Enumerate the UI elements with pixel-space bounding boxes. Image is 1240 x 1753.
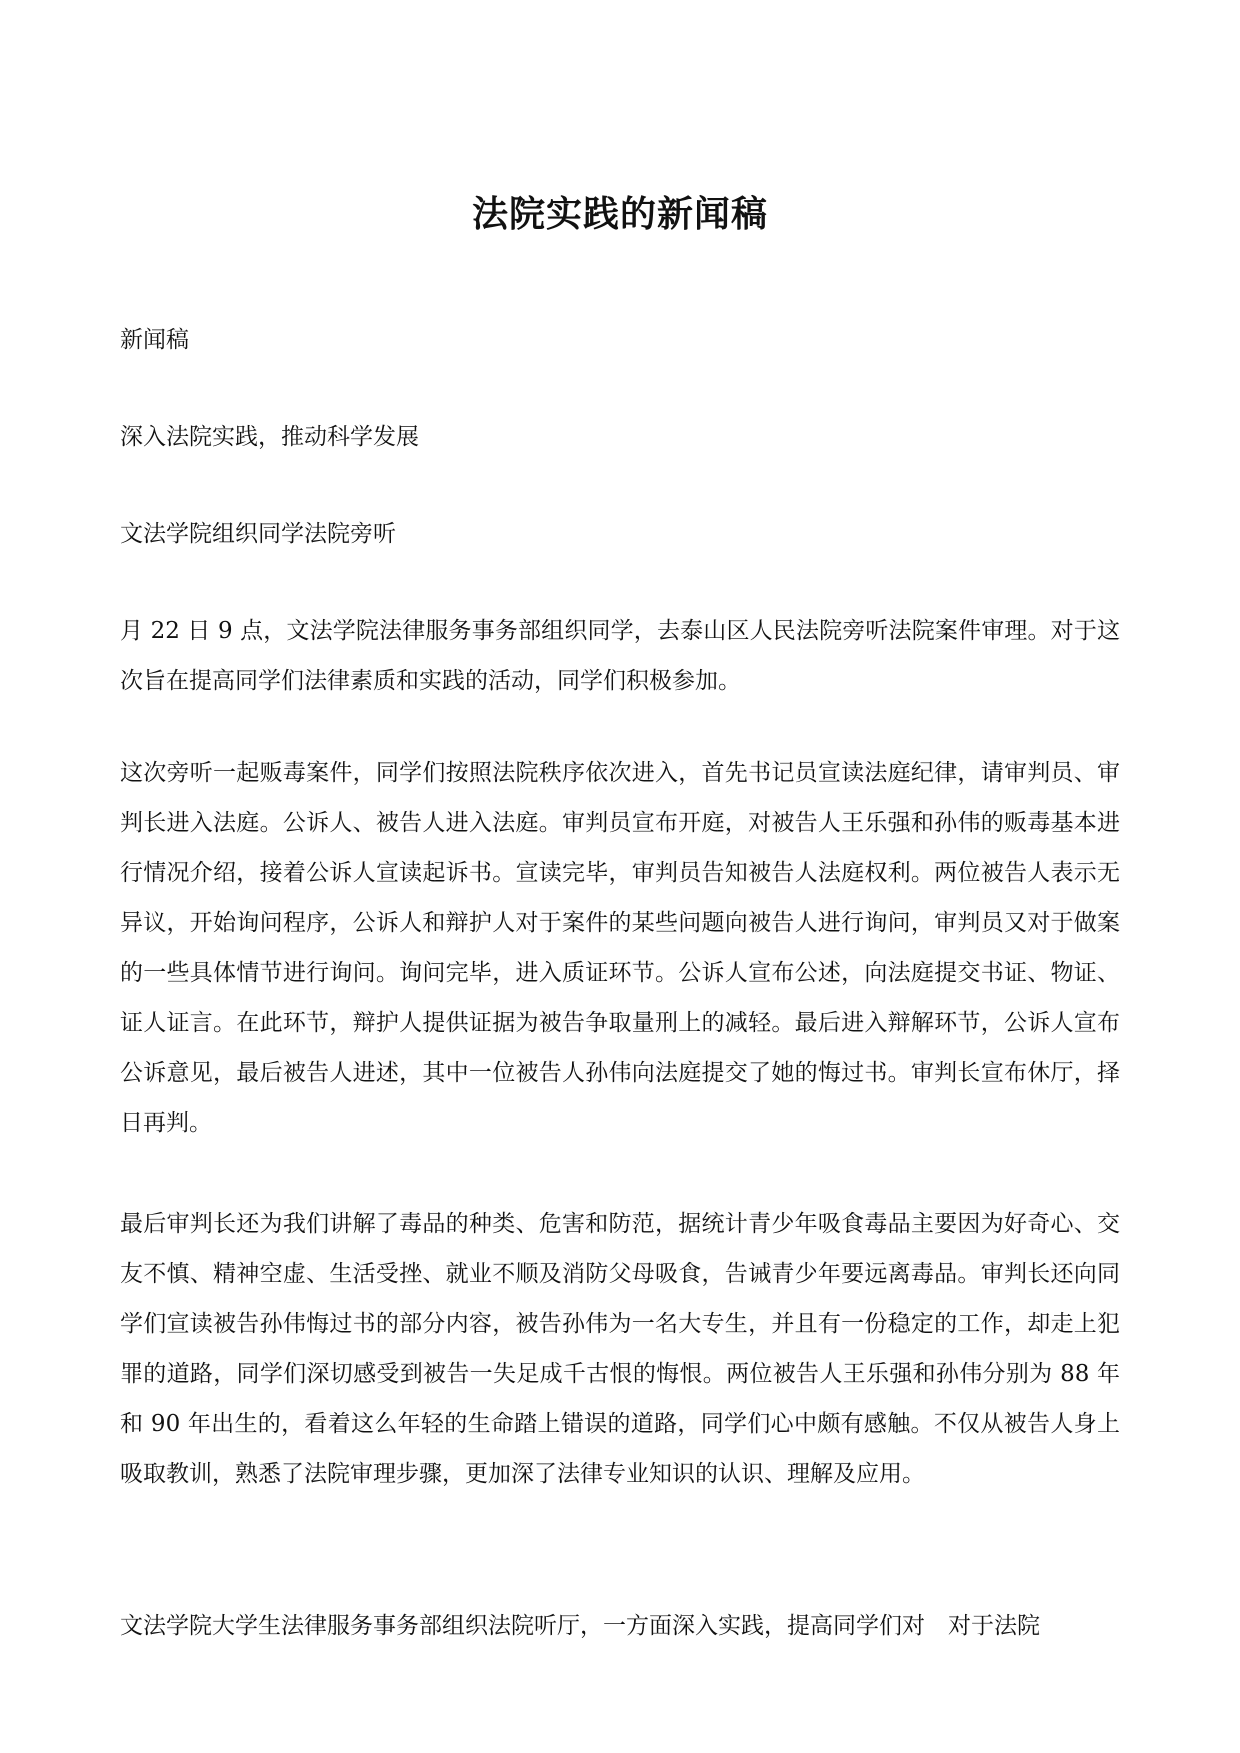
- paragraph-intro: 月 22 日 9 点，文法学院法律服务事务部组织同学，去泰山区人民法院旁听法院案件审理。对于这次旨在提高同学们法律素质和实践的活动，同学们积极参加。: [120, 618, 1120, 694]
- document-label: 新闻稿: [120, 327, 189, 353]
- paragraph-trial-process: 这次旁听一起贩毒案件，同学们按照法院秩序依次进入，首先书记员宣读法庭纪律，请审判员、审判长进入法庭。公诉人、被告人进入法庭。审判员宣布开庭，对被告人王乐强和孙伟的贩毒基本进行情况介绍，接着公诉人宣读起诉书。宣读完毕，审判员告知被告人法庭权利。两位被告人表示无异议，开始询问程序，公诉人和辩护人对于案件的某些问题向被告人进行询问，审判员又对于做案的一些具体情节进行询问。询问完毕，进入质证环节。公诉人宣布公述，向法庭提交书证、物证、证人证言。在此环节，辩护人提供证据为被告争取量刑上的减轻。最后进入辩解环节，公诉人宣布公诉意见，最后被告人进述，其中一位被告人孙伟向法庭提交了她的悔过书。审判长宣布休厅，择日再判。: [120, 760, 1120, 1136]
- news-subheadline: 文法学院组织同学法院旁听: [120, 521, 396, 547]
- document-title: 法院实践的新闻稿: [471, 193, 768, 235]
- news-headline: 深入法院实践，推动科学发展: [120, 424, 419, 450]
- paragraph-conclusion: 文法学院大学生法律服务事务部组织法院听厅，一方面深入实践，提高同学们对 对于法院: [120, 1613, 1040, 1639]
- paragraph-judge-lecture: 最后审判长还为我们讲解了毒品的种类、危害和防范，据统计青少年吸食毒品主要因为好奇心、交友不慎、精神空虚、生活受挫、就业不顺及消防父母吸食，告诫青少年要远离毒品。审判长还向同学们宣读被告孙伟悔过书的部分内容，被告孙伟为一名大专生，并且有一份稳定的工作，却走上犯罪的道路，同学们深切感受到被告一失足成千古恨的悔恨。两位被告人王乐强和孙伟分别为 88 年和 90 年出生的，看着这么年轻的生命踏上错误的道路，同学们心中颇有感触。不仅从被告人身上吸取教训，熟悉了法院审理步骤，更加深了法律专业知识的认识、理解及应用。: [120, 1211, 1120, 1487]
